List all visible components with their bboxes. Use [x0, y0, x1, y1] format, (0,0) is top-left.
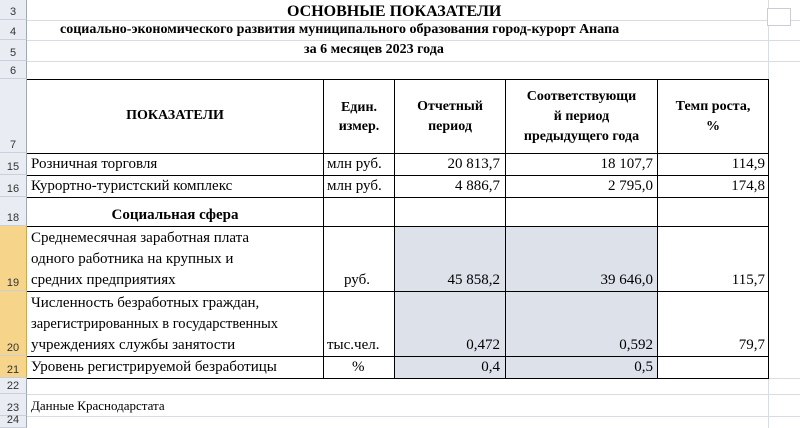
- row-header-6[interactable]: [0, 61, 27, 79]
- row-header-7[interactable]: [0, 79, 27, 153]
- previous-value: 0,592: [619, 337, 653, 353]
- indicator-name-line-2: одного работника на крупных и: [31, 251, 234, 267]
- row-number: 6: [9, 65, 17, 77]
- row-header-18[interactable]: [0, 197, 27, 226]
- row-header-22[interactable]: [0, 378, 27, 394]
- row-header-24[interactable]: [0, 416, 27, 428]
- table-border: [27, 378, 769, 379]
- row-header-4[interactable]: [0, 20, 27, 40]
- indicator-name: Уровень регистрируемой безработицы: [31, 359, 277, 375]
- gridline: [27, 40, 800, 41]
- header-indicators: ПОКАЗАТЕЛИ: [126, 108, 224, 123]
- header-growth-2: %: [706, 119, 720, 134]
- gridline: [27, 416, 800, 417]
- current-value: 45 858,2: [447, 272, 500, 288]
- indicator-name-line-3: средних предприятиях: [31, 272, 176, 288]
- unit-cell: млн руб.: [327, 156, 382, 172]
- header-previous-2: й период: [553, 109, 610, 124]
- row-number: 21: [6, 364, 20, 376]
- row-number: 22: [6, 380, 20, 392]
- unit-cell: млн руб.: [327, 178, 382, 194]
- header-current-2: период: [428, 119, 472, 134]
- row-header-3[interactable]: [0, 0, 27, 20]
- previous-value: 18 107,7: [600, 156, 653, 172]
- unit-cell: тыс.чел.: [327, 337, 380, 353]
- table-border: [768, 79, 769, 378]
- row-number: 19: [6, 277, 20, 289]
- growth-value: 114,9: [731, 156, 765, 172]
- unit-cell: %: [352, 359, 365, 375]
- row-number: 15: [6, 161, 20, 173]
- header-previous-3: предыдущего года: [523, 129, 640, 144]
- current-value: 0,4: [481, 359, 500, 375]
- indicator-name-line-3: учреждениях службы занятости: [31, 337, 236, 353]
- row-header-5[interactable]: [0, 40, 27, 61]
- header-current-1: Отчетный: [417, 99, 483, 114]
- header-growth-1: Темп роста,: [675, 99, 751, 114]
- row-header-21[interactable]: [0, 356, 27, 378]
- title-period: за 6 месяцев 2023 года: [304, 42, 444, 57]
- gridline: [27, 61, 800, 62]
- previous-value: 2 795,0: [608, 178, 653, 194]
- row-number: 18: [6, 212, 20, 224]
- row-header-19[interactable]: [0, 226, 27, 291]
- indicator-name: Курортно-туристский комплекс: [31, 178, 233, 194]
- current-value: 0,472: [466, 337, 500, 353]
- row-number: 7: [9, 139, 17, 151]
- row-number: 23: [6, 402, 20, 414]
- name-box[interactable]: [767, 8, 791, 26]
- row-number: 3: [9, 6, 17, 18]
- data-source-note: Данные Краснодарстата: [31, 398, 165, 413]
- header-unit-1: Един.: [340, 100, 378, 115]
- gridline: [27, 20, 800, 21]
- indicator-name-line-1: Среднемесячная заработная плата: [31, 230, 249, 246]
- row-header-23[interactable]: [0, 394, 27, 416]
- title-subtitle: социально-экономического развития муниципального образования город-курорт Анапа: [60, 22, 620, 37]
- indicator-name-line-1: Численность безработных граждан,: [31, 295, 260, 311]
- row-header-20[interactable]: [0, 291, 27, 356]
- gridline: [27, 394, 800, 395]
- row-header-15[interactable]: [0, 153, 27, 175]
- page-title: ОСНОВНЫЕ ПОКАЗАТЕЛИ: [287, 3, 502, 20]
- row-number: 4: [9, 26, 17, 38]
- header-unit-2: измер.: [338, 119, 380, 134]
- row-number: 24: [6, 414, 20, 426]
- row-number: 16: [6, 183, 20, 195]
- indicator-name-line-2: зарегистрированных в государственных: [31, 316, 279, 332]
- section-heading: Социальная сфера: [111, 207, 239, 223]
- row-number: 5: [9, 47, 17, 59]
- header-previous-1: Соответствующи: [526, 89, 637, 104]
- growth-value: 174,8: [731, 178, 765, 194]
- row-number: 20: [6, 342, 20, 354]
- row-header-16[interactable]: [0, 175, 27, 197]
- previous-value: 39 646,0: [600, 272, 653, 288]
- indicator-name: Розничная торговля: [31, 156, 158, 172]
- growth-value: 115,7: [731, 272, 765, 288]
- unit-cell: руб.: [344, 272, 370, 288]
- previous-value: 0,5: [634, 359, 653, 375]
- current-value: 4 886,7: [455, 178, 500, 194]
- growth-value: 79,7: [738, 337, 765, 353]
- current-value: 20 813,7: [447, 156, 500, 172]
